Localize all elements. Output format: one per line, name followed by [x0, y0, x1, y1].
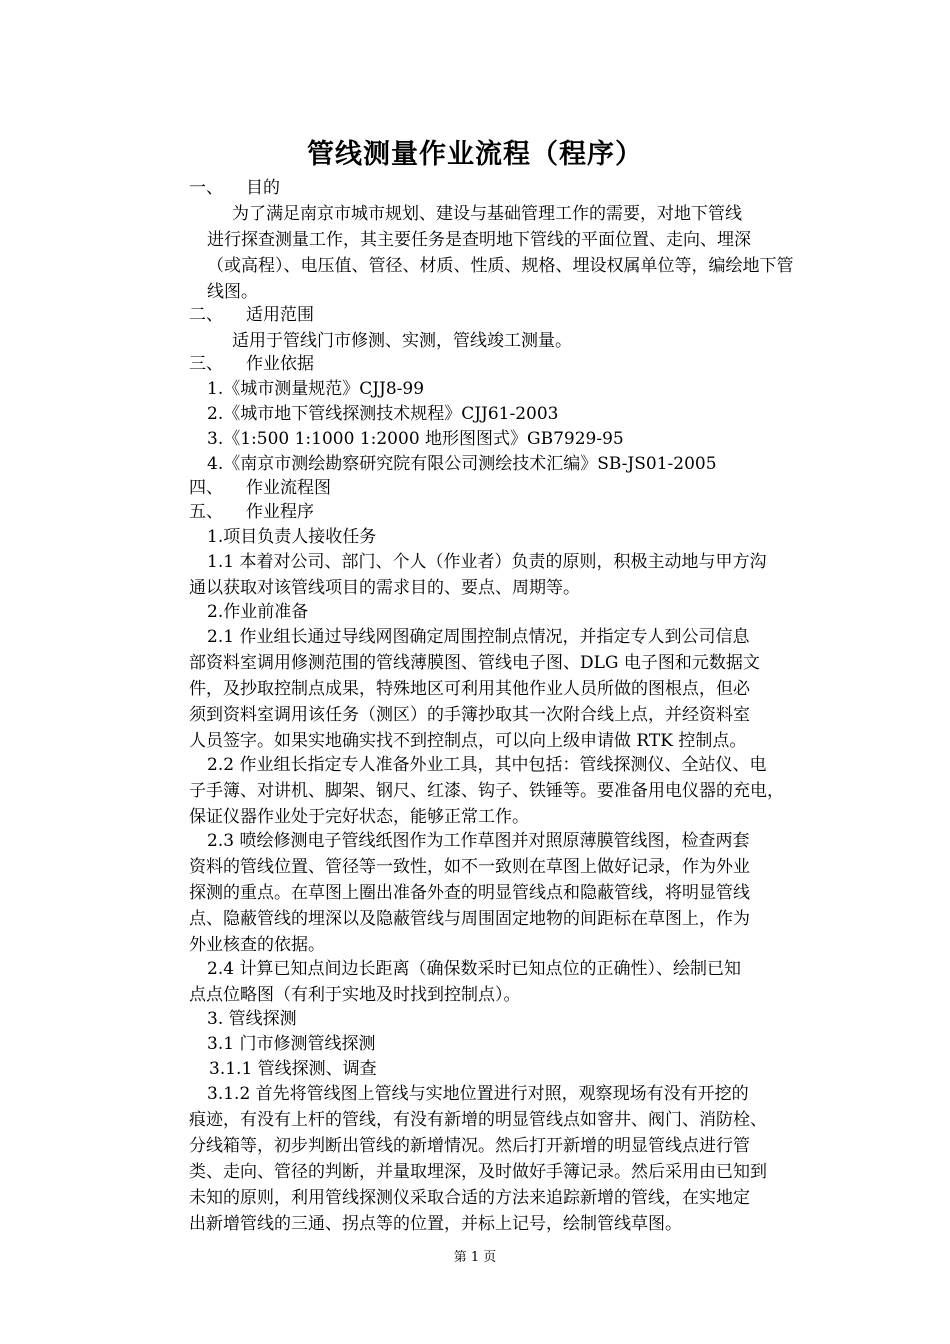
paragraph-line: 探测的重点。在草图上圈出准备外查的明显管线点和隐蔽管线，将明显管线 — [189, 883, 750, 903]
paragraph-line: 点点位略图（有利于实地及时找到控制点）。 — [189, 985, 521, 1005]
paragraph-line: 2.1 作业组长通过导线网图确定周围控制点情况，并指定专人到公司信息 — [207, 627, 750, 647]
section-heading: 作业流程图 — [246, 478, 331, 498]
paragraph-line: 适用于管线门市修测、实测，管线竣工测量。 — [232, 331, 572, 351]
section-heading: 作业依据 — [246, 354, 314, 374]
section-number: 二、 — [189, 305, 223, 325]
paragraph-line: 线图。 — [207, 282, 258, 302]
paragraph-line: 分线箱等，初步判断出管线的新增情况。然后打开新增的明显管线点进行管 — [189, 1136, 750, 1156]
paragraph-line: 子手簿、对讲机、脚架、钢尺、红漆、钩子、铁锤等。要准备用电仪器的充电， — [189, 781, 784, 801]
section-heading: 适用范围 — [246, 305, 314, 325]
subheading: 3. 管线探测 — [207, 1009, 297, 1029]
list-item: 1.《城市测量规范》CJJ8-99 — [207, 379, 425, 399]
section-number: 一、 — [189, 178, 223, 198]
paragraph-line: 部资料室调用修测范围的管线薄膜图、管线电子图、DLG 电子图和元数据文 — [189, 653, 760, 673]
paragraph-line: 2.4 计算已知点间边长距离（确保数采时已知点位的正确性）、绘制已知 — [207, 959, 741, 979]
paragraph-line: 未知的原则，利用管线探测仪采取合适的方法来追踪新增的管线，在实地定 — [189, 1188, 750, 1208]
paragraph-line: 类、走向、管径的判断，并量取埋深，及时做好手簿记录。然后采用由已知到 — [189, 1162, 767, 1182]
paragraph-line: 件，及抄取控制点成果，特殊地区可利用其他作业人员所做的图根点，但必 — [189, 679, 750, 699]
subheading: 3.1 门市修测管线探测 — [207, 1034, 376, 1054]
list-item: 2.《城市地下管线探测技术规程》CJJ61-2003 — [207, 404, 559, 424]
subheading: 3.1.1 管线探测、调查 — [209, 1059, 377, 1079]
paragraph-line: 2.3 喷绘修测电子管线纸图作为工作草图并对照原薄膜管线图，检查两套 — [207, 831, 750, 851]
subheading: 2.作业前准备 — [207, 602, 309, 622]
subheading: 1.项目负责人接收任务 — [207, 527, 377, 547]
paragraph-line: 2.2 作业组长指定专人准备外业工具，其中包括：管线探测仪、全站仪、电 — [207, 755, 767, 775]
paragraph-line: 1.1 本着对公司、部门、个人（作业者）负责的原则，积极主动地与甲方沟 — [207, 552, 767, 572]
paragraph-line: 人员签字。如果实地确实找不到控制点，可以向上级申请做 RTK 控制点。 — [189, 731, 747, 751]
list-item: 3.《1:500 1:1000 1:2000 地形图图式》GB7929-95 — [207, 429, 624, 449]
section-number: 四、 — [189, 478, 223, 498]
paragraph-line: 资料的管线位置、管径等一致性，如不一致则在草图上做好记录，作为外业 — [189, 857, 750, 877]
section-heading: 作业程序 — [246, 502, 314, 522]
section-number: 五、 — [189, 502, 223, 522]
paragraph-line: 外业核查的依据。 — [189, 935, 325, 955]
list-item: 4.《南京市测绘勘察研究院有限公司测绘技术汇编》SB-JS01-2005 — [207, 454, 717, 474]
paragraph-line: 进行探查测量工作，其主要任务是查明地下管线的平面位置、走向、埋深 — [207, 230, 751, 250]
page-number: 第 1 页 — [453, 1250, 497, 1265]
paragraph-line: 为了满足南京市城市规划、建设与基础管理工作的需要，对地下管线 — [232, 204, 742, 224]
section-number: 三、 — [189, 354, 223, 374]
paragraph-line: 出新增管线的三通、拐点等的位置，并标上记号，绘制管线草图。 — [189, 1214, 682, 1234]
paragraph-line: 须到资料室调用该任务（测区）的手簿抄取其一次附合线上点，并经资料室 — [189, 705, 750, 725]
paragraph-line: 3.1.2 首先将管线图上管线与实地位置进行对照，观察现场有没有开挖的 — [207, 1084, 749, 1104]
paragraph-line: （或高程）、电压值、管径、材质、性质、规格、埋设权属单位等，编绘地下管 — [207, 256, 794, 276]
paragraph-line: 痕迹，有没有上杆的管线，有没有新增的明显管线点如窨井、阀门、消防栓、 — [189, 1110, 767, 1130]
paragraph-line: 保证仪器作业处于完好状态，能够正常工作。 — [189, 807, 529, 827]
paragraph-line: 点、隐蔽管线的埋深以及隐蔽管线与周围固定地物的间距标在草图上，作为 — [189, 909, 750, 929]
section-heading: 目的 — [246, 178, 280, 198]
paragraph-line: 通以获取对该管线项目的需求目的、要点、周期等。 — [189, 578, 580, 598]
document-title: 管线测量作业流程（程序） — [307, 139, 643, 170]
